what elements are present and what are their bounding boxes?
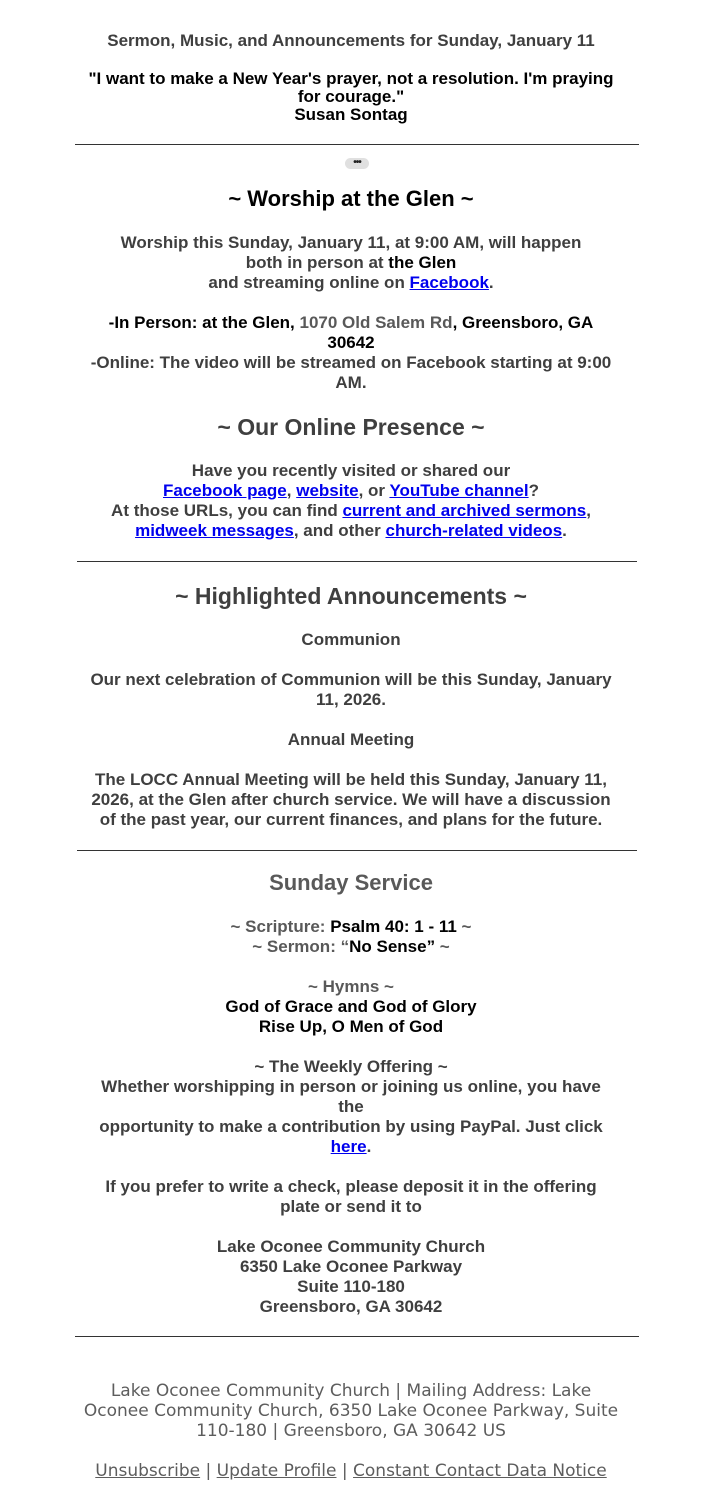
paypal-here-link[interactable]: here bbox=[330, 1137, 367, 1156]
communion-title: Communion bbox=[301, 630, 401, 649]
church-videos-link[interactable]: church-related videos bbox=[385, 521, 563, 540]
quote-block bbox=[0, 70, 702, 124]
online-presence-heading: ~ Our Online Presence ~ bbox=[217, 414, 485, 440]
glen-place: the Glen bbox=[388, 253, 457, 272]
mailing-address: Lake Oconee Community Church 6350 Lake Oconee Parkway Suite 110-180 Greensboro, GA 30642 bbox=[216, 1237, 486, 1316]
in-person-details: -In Person: at the Glen, 1070 Old Salem Rd, Greensboro, GA 30642 bbox=[108, 313, 594, 352]
ellipsis-icon: ••• bbox=[353, 157, 361, 168]
hymns-label: ~ Hymns ~ bbox=[308, 977, 394, 996]
divider bbox=[77, 561, 637, 562]
hymn: God of Grace and God of Glory bbox=[225, 997, 477, 1016]
scripture-sermon: ~ Scripture: Psalm 40: 1 - 11 ~ ~ Sermon: “No Sense” ~ bbox=[230, 917, 472, 956]
facebook-page-link[interactable]: Facebook page bbox=[163, 481, 287, 500]
worship-heading: ~ Worship at the Glen ~ bbox=[228, 186, 474, 211]
offering-block: ~ The Weekly Offering ~ Whether worshipping in person or joining us online, you have the opportunity to make a contribution by using PayPal. Just click here. bbox=[99, 1057, 603, 1156]
quote-line: "I want to make a New Year's prayer, not a resolution. I'm praying bbox=[88, 69, 614, 88]
sermons-link[interactable]: current and archived sermons bbox=[342, 501, 587, 520]
meeting-title: Annual Meeting bbox=[287, 730, 415, 749]
update-profile-link[interactable]: Update Profile bbox=[216, 1461, 337, 1481]
divider bbox=[77, 850, 637, 851]
quote-author: Susan Sontag bbox=[294, 105, 408, 124]
online-presence-text: Have you recently visited or shared our Facebook page, website, or YouTube channel? At those URLs, you can find current and archived sermons, midweek messages, and other church-related videos. bbox=[111, 461, 591, 540]
hymns-block bbox=[0, 977, 702, 1037]
glen-address: 1070 Old Salem Rd bbox=[299, 313, 453, 332]
more-options-button[interactable] bbox=[345, 158, 369, 169]
check-instructions: If you prefer to write a check, please deposit it in the offering plate or send it to bbox=[105, 1177, 597, 1216]
midweek-messages-link[interactable]: midweek messages bbox=[135, 521, 294, 540]
facebook-link[interactable]: Facebook bbox=[409, 273, 489, 292]
sermon-title: No Sense” bbox=[349, 937, 436, 956]
footer-links: Unsubscribe | Update Profile | Constant Contact Data Notice bbox=[95, 1461, 607, 1481]
divider bbox=[75, 1336, 639, 1337]
unsubscribe-link[interactable]: Unsubscribe bbox=[95, 1461, 201, 1481]
service-heading: Sunday Service bbox=[269, 870, 433, 895]
communion-text: Our next celebration of Communion will be this Sunday, January 11, 2026. bbox=[90, 670, 612, 709]
announcements-heading: ~ Highlighted Announcements ~ bbox=[175, 583, 527, 609]
worship-intro: Worship this Sunday, January 11, at 9:00 AM, will happen both in person at the Glen and streaming online on Facebook. bbox=[120, 233, 582, 292]
meeting-text: The LOCC Annual Meeting will be held this Sunday, January 11, 2026, at the Glen after church service. We will have a discussion of the past year, our current finances, and plans for the future. bbox=[91, 770, 611, 829]
website-link[interactable]: website bbox=[296, 481, 359, 500]
divider bbox=[75, 144, 639, 145]
online-details: -Online: The video will be streamed on Facebook starting at 9:00 AM. bbox=[90, 353, 612, 392]
newsletter-title: Sermon, Music, and Announcements for Sunday, January 11 bbox=[107, 31, 595, 50]
youtube-channel-link[interactable]: YouTube channel bbox=[389, 481, 529, 500]
hymn: Rise Up, O Men of God bbox=[258, 1017, 444, 1036]
data-notice-link[interactable]: Constant Contact Data Notice bbox=[353, 1461, 607, 1481]
footer-address: Lake Oconee Community Church | Mailing Address: Lake Oconee Community Church, 6350 Lake Oconee Parkway, Suite 110-180 | Greensboro, GA 30642 US bbox=[83, 1381, 619, 1441]
quote-line: for courage." bbox=[297, 87, 405, 106]
scripture-value: Psalm 40: 1 - 11 bbox=[330, 917, 457, 936]
